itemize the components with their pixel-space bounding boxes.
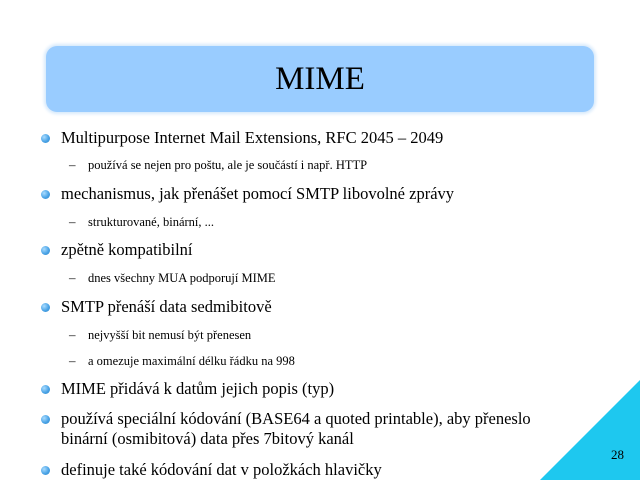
bullet-text: zpětně kompatibilní bbox=[61, 240, 193, 259]
sub-bullet-text: používá se nejen pro poštu, ale je součástí i např. HTTP bbox=[88, 158, 368, 172]
sub-bullet-text: a omezuje maximální délku řádku na 998 bbox=[88, 354, 295, 368]
slide-title: MIME bbox=[275, 60, 365, 97]
dash-icon: – bbox=[69, 157, 76, 172]
bullet-icon bbox=[41, 190, 50, 199]
bullet-icon bbox=[41, 415, 50, 424]
bullet-icon bbox=[41, 303, 50, 312]
dash-icon: – bbox=[69, 270, 76, 285]
slide-title-box bbox=[46, 46, 594, 112]
page-number: 28 bbox=[611, 447, 624, 462]
bullet-text: MIME přidává k datům jejich popis (typ) bbox=[61, 379, 335, 398]
bullet-icon bbox=[41, 466, 50, 475]
dash-icon: – bbox=[69, 214, 76, 229]
corner-triangle bbox=[540, 380, 640, 480]
bullet-text: SMTP přenáší data sedmibitově bbox=[61, 297, 272, 316]
dash-icon: – bbox=[69, 327, 76, 342]
bullet-icon bbox=[41, 134, 50, 143]
bullet-text: mechanismus, jak přenášet pomocí SMTP libovolné zprávy bbox=[61, 184, 455, 203]
bullet-text: používá speciální kódování (BASE64 a quoted printable), aby přeneslo binární (osmibitová) data přes 7bitový kanál bbox=[61, 409, 531, 448]
bullet-text: Multipurpose Internet Mail Extensions, RFC 2045 – 2049 bbox=[61, 128, 444, 147]
sub-bullet-text: strukturované, binární, ... bbox=[88, 215, 215, 229]
bullet-icon bbox=[41, 385, 50, 394]
dash-icon: – bbox=[69, 353, 76, 368]
bullet-icon bbox=[41, 246, 50, 255]
sub-bullet-text: dnes všechny MUA podporují MIME bbox=[88, 271, 276, 285]
bullet-text: definuje také kódování dat v položkách hlavičky bbox=[61, 460, 382, 479]
sub-bullet-text: nejvyšší bit nemusí být přenesen bbox=[88, 328, 252, 342]
